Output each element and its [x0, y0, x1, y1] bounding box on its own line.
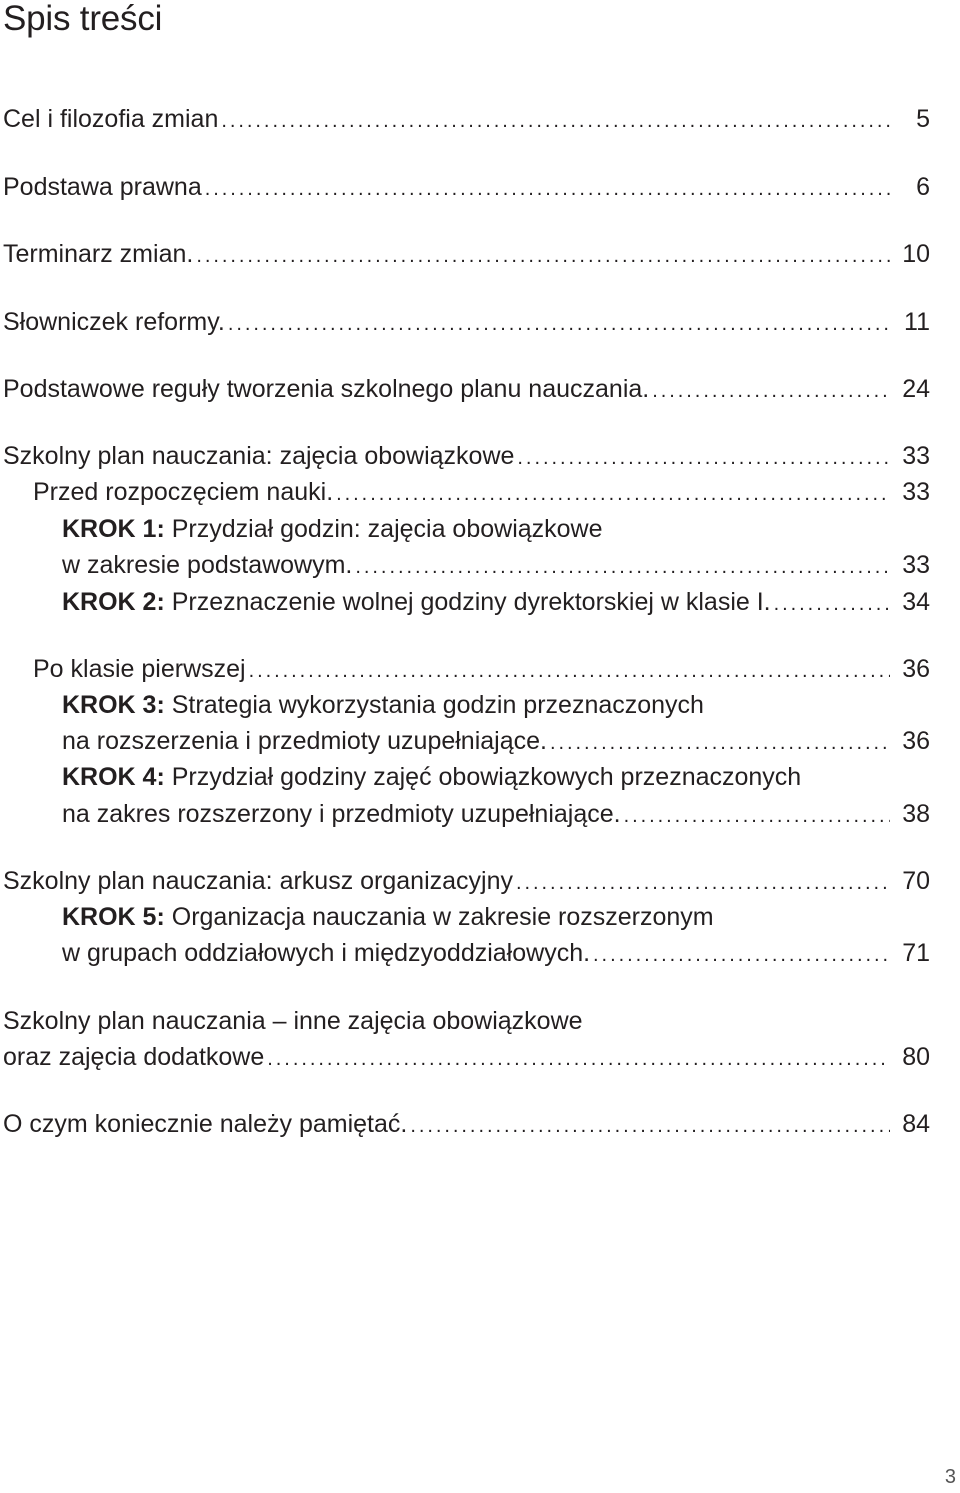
toc-page-number: 80: [902, 1043, 930, 1071]
toc-entry[interactable]: [3, 236, 930, 272]
toc-entry-title: Podstawowe reguły tworzenia szkolnego planu nauczania.: [3, 375, 650, 403]
toc-entry-title: [62, 584, 771, 620]
toc-entry[interactable]: [62, 723, 930, 759]
toc-entry[interactable]: [3, 863, 930, 899]
toc-entry-title: Strategia wykorzystania godzin przeznaczonych: [164, 691, 704, 719]
toc-entry[interactable]: [3, 371, 930, 407]
dot-leader: [517, 440, 890, 476]
toc-page-number: 10: [902, 240, 930, 268]
toc-entry-title: Organizacja nauczania w zakresie rozszerzonym: [164, 903, 714, 931]
toc-page-number: 38: [902, 800, 930, 828]
toc-entry-title: Przydział godziny zajęć obowiązkowych przeznaczonych: [164, 763, 802, 791]
toc-entry-first-line[interactable]: [62, 687, 704, 723]
toc-entry-title: Po klasie pierwszej: [33, 655, 246, 683]
dot-leader: [516, 865, 890, 901]
dot-leader: [249, 653, 890, 689]
page-number: 3: [944, 1466, 956, 1488]
dot-leader: [221, 103, 890, 139]
toc-entry-title: Podstawa prawna: [3, 173, 202, 201]
toc-entry-title: Przed rozpoczęciem nauki.: [33, 478, 334, 506]
toc-page-number: 24: [902, 375, 930, 403]
step-label: KROK 1:: [62, 515, 165, 543]
dot-leader: [593, 937, 890, 973]
toc-entry-title-continued: w grupach oddziałowych i międzyoddziałowych.: [62, 939, 591, 967]
dot-leader: [774, 586, 890, 622]
toc-entry-first-line[interactable]: [62, 899, 714, 935]
toc-entry-title-continued: na zakres rozszerzony i przedmioty uzupełniające.: [62, 800, 621, 828]
toc-page-number: 33: [902, 478, 930, 506]
toc-entry[interactable]: [3, 101, 930, 137]
toc-page-number: 36: [902, 655, 930, 683]
toc-entry[interactable]: [3, 304, 930, 340]
toc-page-number: 36: [902, 727, 930, 755]
toc-entry[interactable]: [3, 1039, 930, 1075]
toc-entry-title: Szkolny plan nauczania – inne zajęcia obowiązkowe: [3, 1007, 583, 1035]
toc-entry-title: O czym koniecznie należy pamiętać.: [3, 1110, 408, 1138]
dot-leader: [336, 476, 890, 512]
toc-page-number: 33: [902, 551, 930, 579]
dot-leader: [196, 238, 890, 274]
dot-leader: [205, 171, 890, 207]
toc-entry-title: Szkolny plan nauczania: zajęcia obowiązkowe: [3, 442, 515, 470]
toc-entry-title: Szkolny plan nauczania: arkusz organizacyjny: [3, 867, 513, 895]
step-label: KROK 2:: [62, 588, 165, 616]
toc-page-number: 70: [902, 867, 930, 895]
toc-entry-title: Przydział godzin: zajęcia obowiązkowe: [164, 515, 603, 543]
step-label: KROK 4:: [62, 763, 165, 791]
toc-entry-title: Słowniczek reformy.: [3, 308, 225, 336]
toc-entry-title-continued: na rozszerzenia i przedmioty uzupełniające.: [62, 727, 547, 755]
toc-entry[interactable]: [3, 438, 930, 474]
toc-entry-title-continued: oraz zajęcia dodatkowe: [3, 1043, 265, 1071]
toc-entry-first-line[interactable]: [3, 1003, 583, 1039]
toc-entry-first-line[interactable]: [62, 511, 603, 547]
toc-entry[interactable]: [62, 547, 930, 583]
dot-leader: [410, 1108, 890, 1144]
toc-entry[interactable]: [3, 1106, 930, 1142]
toc-entry-first-line[interactable]: [62, 759, 801, 795]
dot-leader: [228, 306, 890, 342]
toc-page-number: 71: [902, 939, 930, 967]
toc-entry[interactable]: [62, 796, 930, 832]
toc-page-number: 34: [902, 588, 930, 616]
toc-page-number: 11: [904, 308, 930, 336]
dot-leader: [355, 549, 890, 585]
step-label: KROK 3:: [62, 691, 165, 719]
dot-leader: [550, 725, 890, 761]
toc-entry[interactable]: [62, 935, 930, 971]
toc-entry[interactable]: [33, 651, 930, 687]
toc-page-number: 33: [902, 442, 930, 470]
toc-entry[interactable]: [3, 169, 930, 205]
page-title: Spis treści: [3, 0, 163, 38]
toc-entry[interactable]: [62, 584, 930, 620]
toc-page-number: 6: [916, 173, 930, 201]
toc-entry-title: Terminarz zmian.: [3, 240, 194, 268]
toc-entry-title-continued: w zakresie podstawowym.: [62, 551, 353, 579]
step-label: KROK 5:: [62, 903, 165, 931]
dot-leader: [624, 798, 890, 834]
toc-entry[interactable]: [33, 474, 930, 510]
toc-page-number: 84: [902, 1110, 930, 1138]
toc-entry-title: Cel i filozofia zmian: [3, 105, 219, 133]
toc-entry-text: Przeznaczenie wolnej godziny dyrektorskiej w klasie I.: [164, 588, 771, 616]
dot-leader: [652, 373, 890, 409]
dot-leader: [267, 1041, 890, 1077]
toc-page-number: 5: [916, 105, 930, 133]
